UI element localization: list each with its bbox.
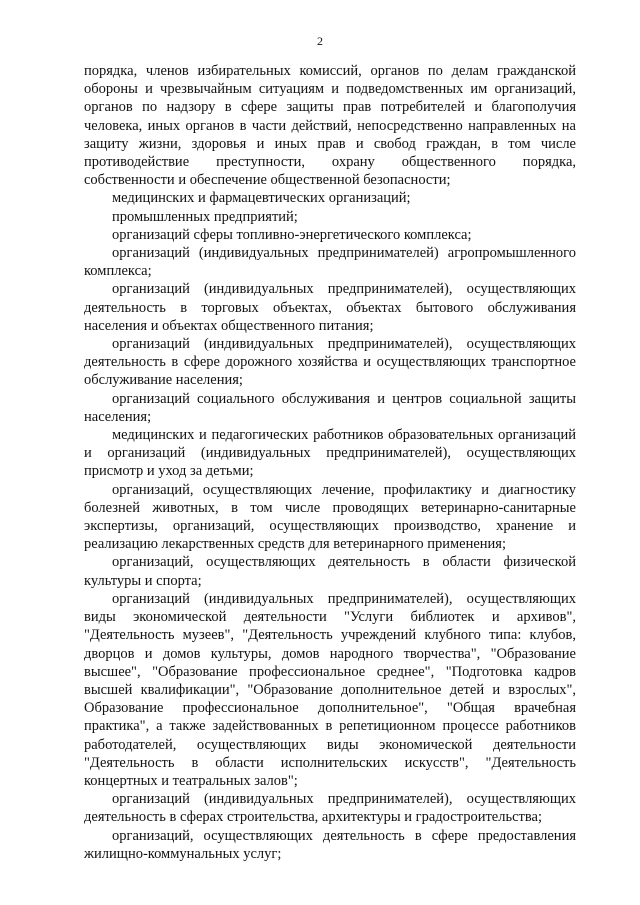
paragraph-culture-education: организаций (индивидуальных предпринимателей), осуществляющих виды экономической деятельности "Услуги библиотек и архивов", "Деятельность музеев", "Деятельность учреждений клубного типа: клубов, дворцов и домов культуры, домов народного творчества", "Образование высшее", "Образование профессиональное среднее", "Подготовка кадров высшей квалификации", "Образование дополнительное детей и взрослых", Образование профессиональное дополнительное", "Общая врачебная практика", а также задействованных в репетиционном процессе работников работодателей, осуществляющих виды экономической деятельности "Деятельность в области исполнительских искусств", "Деятельность концертных и театральных залов"; — [84, 590, 576, 789]
paragraph-industrial: промышленных предприятий; — [112, 208, 298, 225]
paragraph-continuation: порядка, членов избирательных комиссий, органов по делам гражданской обороны и чрезвычайным ситуациям и подведомственных им организаций, органов по надзору в сфере защиты прав потребителей и благополучия человека, иных органов в части действий, непосредственно направленных на защиту жизни, здоровья и иных прав и свобод граждан, в том числе противодействие преступности, охрану общественного порядка, собственности и обеспечение общественной безопасности; — [84, 63, 576, 189]
paragraph-agro: организаций (индивидуальных предпринимателей) агропромышленного комплекса; — [84, 245, 576, 280]
paragraph-education-care: медицинских и педагогических работников образовательных организаций и организаций (индивидуальных предпринимателей), осуществляющих присмотр и уход за детьми; — [84, 427, 576, 480]
paragraph-housing-utilities: организаций, осуществляющих деятельность в сфере предоставления жилищно-коммунальных услуг; — [84, 827, 576, 862]
page-number: 2 — [317, 34, 323, 48]
paragraph-road-transport: организаций (индивидуальных предпринимателей), осуществляющих деятельность в сфере дорожного хозяйства и осуществляющих транспортное обслуживание населения; — [84, 336, 576, 389]
paragraph-veterinary: организаций, осуществляющих лечение, профилактику и диагностику болезней животных, в том числе проводящих ветеринарно-санитарные экспертизы, организаций, осуществляющих производство, хранение и реализацию лекарственных средств для ветеринарного применения; — [84, 481, 576, 553]
document-text — [84, 62, 576, 863]
paragraph-construction: организаций (индивидуальных предпринимателей), осуществляющих деятельность в сферах строительства, архитектуры и градостроительства; — [84, 791, 576, 826]
paragraph-medical-pharma: медицинских и фармацевтических организаций; — [112, 190, 411, 207]
paragraph-trade: организаций (индивидуальных предпринимателей), осуществляющих деятельность в торговых объектах, объектах бытового обслуживания населения и объектах общественного питания; — [84, 281, 576, 334]
paragraph-fuel-energy: организаций сферы топливно-энергетического комплекса; — [112, 226, 472, 243]
paragraph-social: организаций социального обслуживания и центров социальной защиты населения; — [84, 390, 576, 425]
paragraph-sports: организаций, осуществляющих деятельность в области физической культуры и спорта; — [84, 554, 576, 589]
